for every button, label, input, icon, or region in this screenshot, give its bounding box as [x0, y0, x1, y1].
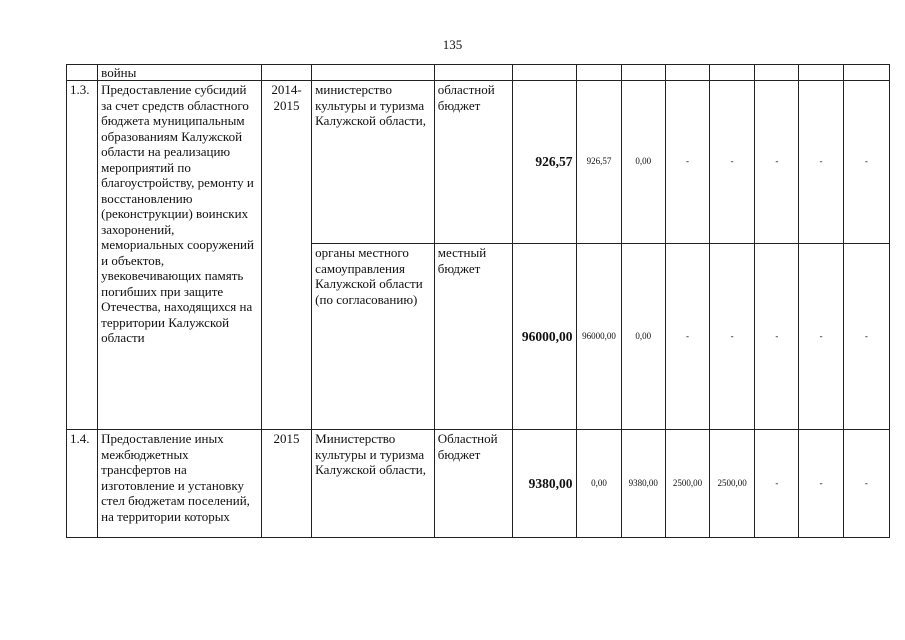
value-cell: 2500,00 [710, 430, 755, 538]
row-source: областной бюджет [434, 81, 512, 244]
table-row [67, 81, 890, 244]
value-cell: - [710, 81, 755, 244]
row-period: 2015 [261, 430, 311, 538]
value-cell: - [799, 81, 843, 244]
value-cell: - [755, 81, 799, 244]
cell-empty [67, 65, 98, 81]
row-description: Предоставление иных межбюджетных трансфертов на изготовление и установку стел бюджетам поселений, на территории которых [98, 430, 262, 538]
continuation-text: войны [98, 65, 262, 81]
value-cell: 2500,00 [665, 430, 709, 538]
row-total: 9380,00 [513, 430, 577, 538]
value-cell: - [843, 430, 889, 538]
budget-table [66, 64, 890, 538]
row-description: Предоставление субсидий за счет средств областного бюджета муниципальным образованиям Калужской области на реализацию мероприятий по благоустройству, ремонту и восстановлению (реконструкции) воинских захоронений, мемориальных сооружений и объектов, увековечивающих память погибших при защите Отечества, находящихся на территории Калужской области [98, 81, 262, 430]
row-executor: органы местного самоуправления Калужской области (по согласованию) [312, 244, 435, 430]
value-cell: - [843, 81, 889, 244]
value-cell: - [799, 430, 843, 538]
value-cell: - [710, 244, 755, 430]
value-cell: - [799, 244, 843, 430]
continuation-row [67, 65, 890, 81]
value-cell: - [843, 244, 889, 430]
row-period: 2014- 2015 [261, 81, 311, 430]
value-cell: 0,00 [577, 430, 621, 538]
row-total: 96000,00 [513, 244, 577, 430]
value-cell: 926,57 [577, 81, 621, 244]
page-number: 135 [442, 37, 463, 52]
value-cell: 0,00 [621, 81, 665, 244]
value-cell: - [665, 244, 709, 430]
row-total: 926,57 [513, 81, 577, 244]
value-cell: - [665, 81, 709, 244]
value-cell: - [755, 430, 799, 538]
row-source: Областной бюджет [434, 430, 512, 538]
row-number: 1.3. [67, 81, 98, 430]
value-cell: 96000,00 [577, 244, 621, 430]
value-cell: 0,00 [621, 244, 665, 430]
value-cell: - [755, 244, 799, 430]
row-number: 1.4. [67, 430, 98, 538]
row-executor: министерство культуры и туризма Калужской области, [312, 81, 435, 244]
table-row [67, 430, 890, 538]
row-source: местный бюджет [434, 244, 512, 430]
row-executor: Министерство культуры и туризма Калужской области, [312, 430, 435, 538]
value-cell: 9380,00 [621, 430, 665, 538]
